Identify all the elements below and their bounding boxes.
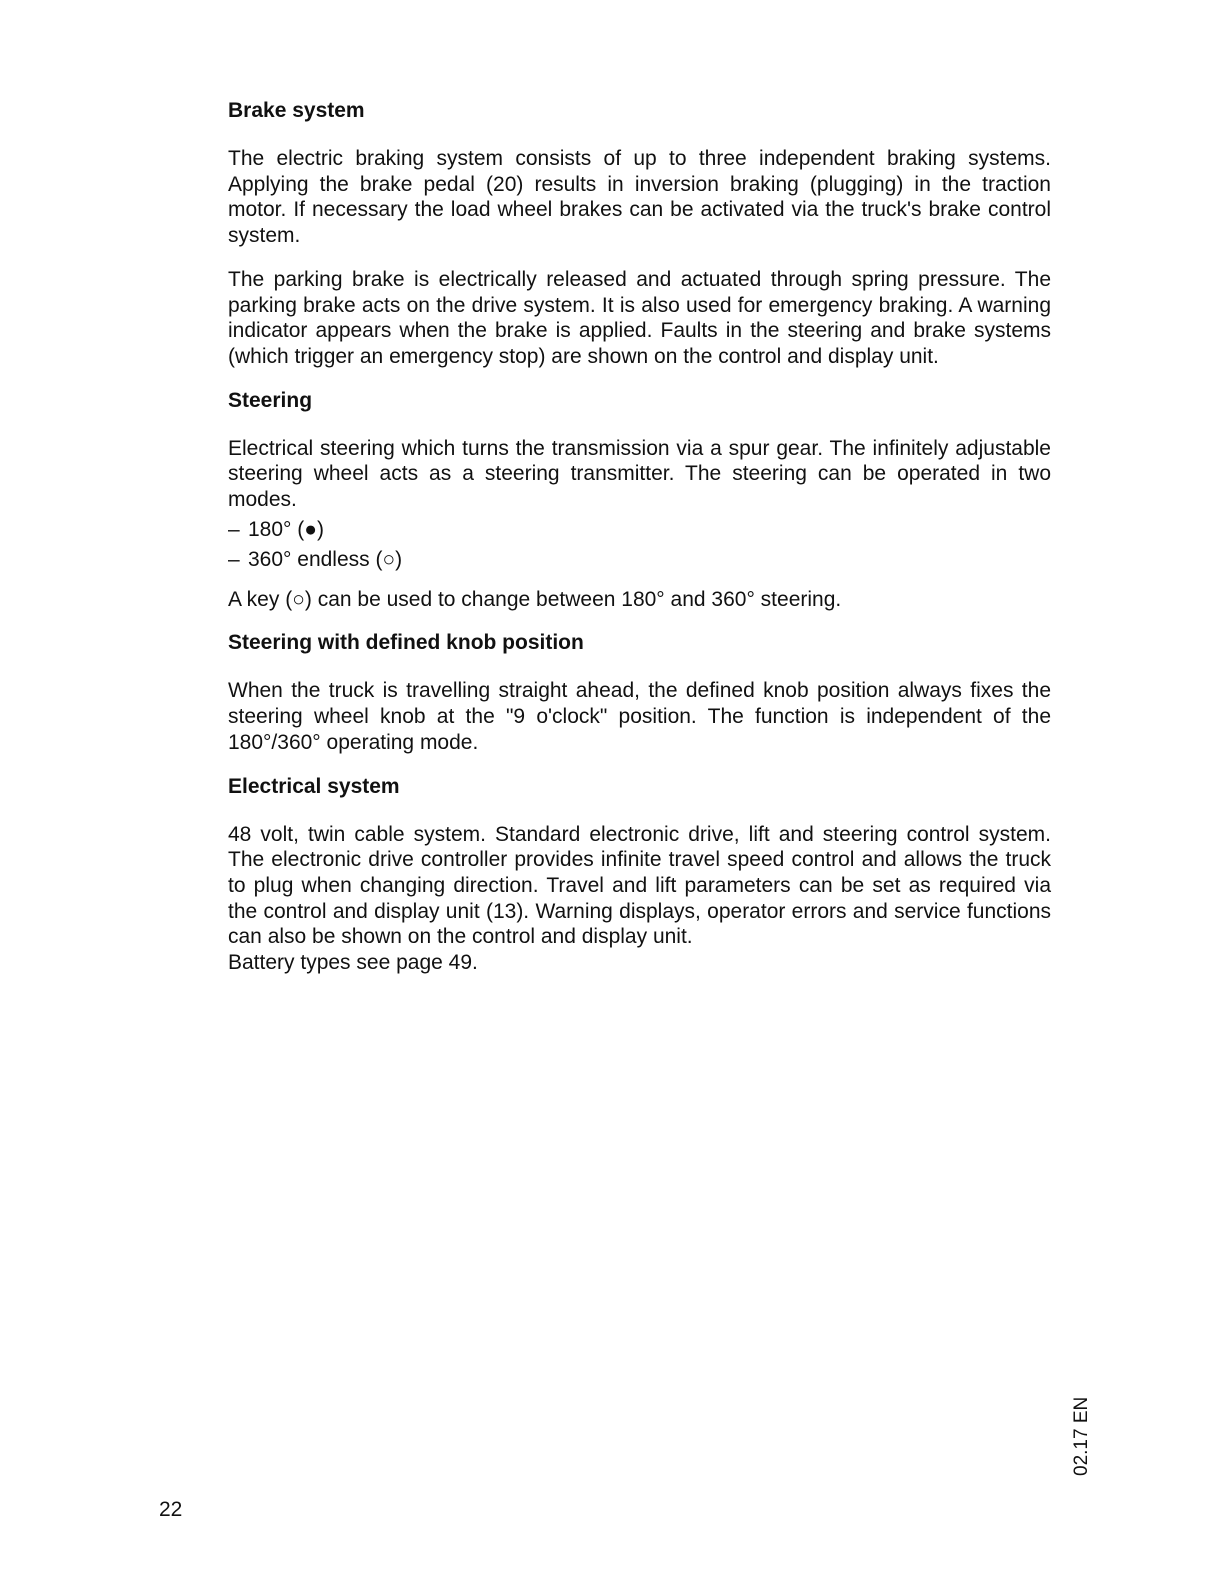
list-item-180	[228, 515, 1051, 545]
list-dash: –	[228, 547, 240, 571]
brake-system-paragraph-2: The parking brake is electrically released and actuated through spring pressure. The parking brake acts on the drive system. It is also used for emergency braking. A warning indicator appears when the brake is applied. Faults in the steering and brake systems (which trigger an emergency stop) are shown on the control and display unit.	[228, 267, 1051, 368]
steering-paragraph-2: A key (○) can be used to change between 180° and 360° steering.	[228, 587, 842, 611]
steering-paragraph-1: Electrical steering which turns the transmission via a spur gear. The infinitely adjustable steering wheel acts as a steering transmitter. The steering can be operated in two modes.	[228, 436, 1051, 512]
list-item-text: 180° (●)	[248, 517, 324, 541]
brake-system-paragraph-1: The electric braking system consists of up to three independent braking systems. Applying the brake pedal (20) results in inversion braking (plugging) in the traction motor. If necessary the load wheel brakes can be activated via the truck's brake control system.	[228, 147, 1051, 248]
electrical-system-heading: Electrical system	[228, 774, 400, 798]
knob-position-paragraph: When the truck is travelling straight ahead, the defined knob position always fixes the steering wheel knob at the "9 o'clock" position. The function is independent of the 180°/360° operating mode.	[228, 679, 1051, 754]
page-content	[228, 98, 1051, 976]
knob-position-heading: Steering with defined knob position	[228, 631, 584, 655]
list-item-text: 360° endless (○)	[248, 547, 403, 571]
list-item-360	[228, 545, 1051, 575]
battery-types-reference: Battery types see page 49.	[228, 951, 478, 975]
steering-heading: Steering	[228, 388, 313, 412]
electrical-system-paragraph: 48 volt, twin cable system. Standard electronic drive, lift and steering control system. The electronic drive controller provides infinite travel speed control and allows the truck to plug when changing direction. Travel and lift parameters can be set as required via the control and display unit (13). Warning displays, operator errors and service functions can also be shown on the control and display unit.	[228, 822, 1051, 949]
edition-label: 02.17 EN	[1071, 1396, 1092, 1476]
brake-system-heading: Brake system	[228, 99, 365, 122]
page-number: 22	[159, 1498, 183, 1521]
list-dash: –	[228, 517, 240, 541]
